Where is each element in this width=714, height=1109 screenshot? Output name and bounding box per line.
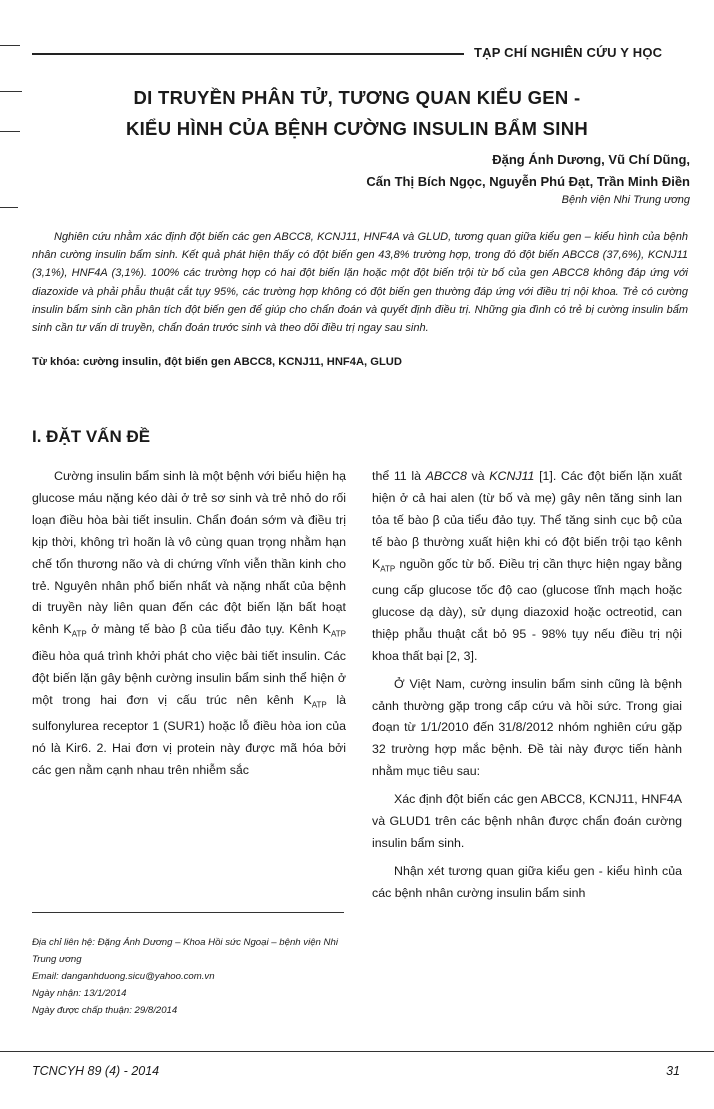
abstract: Nghiên cứu nhằm xác định đột biến các gen ABCC8, KCNJ11, HNF4A và GLUD, tương quan giữa kiểu gen – kiểu hình của bệnh nhân cường insulin bẩm sinh. Kết quả phát hiện thấy có đột biến gen 43,8% trường hợp, trong đó đột biến ABCC8 (37,6%), KCNJ11 (3,1%), HNF4A (3,1%). 100% các trường hợp có hai đột biến lặn hoặc một đột biến trội từ bố của gen ABCC8 không đáp ứng với diazoxide và phải phẫu thuật cắt tụy 95%, các trường hợp không có đột biến gen thường đáp ứng với điều trị nội khoa. Trẻ có cường insulin bẩm sinh cần phân tích đột biến gen để giúp cho chẩn đoán và quyết định điều trị. Những gia đình có trẻ bị cường insulin bẩm sinh cần tư vấn di truyền, chẩn đoán trước sinh và theo dõi điều trị ngay sau sinh.	[32, 231, 688, 335]
column-left	[32, 466, 346, 782]
header-rule	[32, 53, 464, 55]
authors-line-1: Đặng Ánh Dương, Vũ Chí Dũng,	[492, 152, 690, 167]
margin-mark	[0, 207, 18, 208]
text-run: nguồn gốc từ bố. Điều trị cần thực hiện ngay bằng cung cấp glucose tốc độ cao (glucose tĩnh mạch hoặc glucose dạ dày), sử dụng diazoxid hoặc octreotid, can thiệp phẫu thuật cắt bỏ 95 - 98% tụy nếu điều trị nội khoa thất bại [2, 3].	[372, 556, 682, 663]
footnote-rule	[32, 912, 344, 913]
margin-mark	[0, 131, 20, 132]
section-heading: I. ĐẶT VẤN ĐỀ	[32, 427, 151, 446]
margin-mark	[0, 91, 22, 92]
gene-name: ABCC8	[425, 469, 467, 483]
text-run: Cường insulin bẩm sinh là một bệnh với biểu hiện hạ glucose máu nặng kéo dài ở trẻ sơ sinh và trẻ nhỏ do rối loạn điều hòa bài tiết insulin. Chẩn đoán sớm và điều trị kịp thời, không trì hoãn là vô cùng quan trọng nhằm hạn chế tổn thương não và di chứng vĩnh viễn thần kinh cho trẻ. Nguyên nhân phổ biến nhất và nặng nhất của bệnh di truyền này liên quan đến các đột biến lặn bất hoạt kênh K	[32, 469, 346, 637]
paragraph: Ở Việt Nam, cường insulin bẩm sinh cũng là bệnh cảnh thường gặp trong cấp cứu và hồi sức. Trong giai đoạn từ 1/1/2010 đến 31/8/2012 nhóm nghiên cứu gặp 32 trường hợp mắc bệnh. Đề tài này được tiến hành nhằm mục tiêu sau:	[372, 676, 682, 779]
authors-line-2: Cấn Thị Bích Ngọc, Nguyễn Phú Đạt, Trần Minh Điền	[366, 174, 690, 189]
text-run: và	[466, 469, 490, 483]
margin-mark	[0, 45, 20, 46]
text-run: [1]. Các đột biến lặn xuất hiện ở cả hai alen (từ bố và mẹ) gây nên tăng sinh lan tỏa tế bào β của tiểu đảo tụy. Thể tăng sinh cục bộ của tế bào β thường xuất hiện khi có đột biến trội tạo kênh K	[372, 469, 682, 571]
footnote	[32, 934, 352, 1019]
paragraph: Xác định đột biến các gen ABCC8, KCNJ11, HNF4A và GLUD1 trên các bệnh nhân được chẩn đoán cường insulin bẩm sinh.	[372, 792, 682, 850]
text-run: điều hòa quá trình khởi phát cho việc bài tiết insulin. Các đột biến lặn gây bệnh cường insulin bẩm sinh thể hiện ở một trong hai đơn vị cấu trúc nên kênh K	[32, 648, 346, 707]
text-run: thể 11 là	[372, 469, 426, 483]
subscript: ATP	[380, 564, 396, 574]
paragraph	[372, 466, 682, 668]
gene-name: KCNJ11	[489, 469, 535, 483]
title-line-1: DI TRUYỀN PHÂN TỬ, TƯƠNG QUAN KIỂU GEN -	[133, 87, 581, 108]
footnote-accepted: Ngày được chấp thuận: 29/8/2014	[32, 1005, 178, 1016]
footer-journal-issue: TCNCYH 89 (4) - 2014	[32, 1064, 160, 1078]
footnote-email: Email: danganhduong.sicu@yahoo.com.vn	[32, 971, 215, 982]
subscript: ATP	[331, 629, 346, 639]
affiliation: Bệnh viện Nhi Trung ương	[561, 194, 690, 206]
subscript: ATP	[311, 700, 327, 709]
journal-name: TẠP CHÍ NGHIÊN CỨU Y HỌC	[474, 45, 663, 60]
footer-rule	[0, 1051, 714, 1052]
text-run: là sulfonylurea receptor 1 (SUR1) hoặc lỗ điều hòa ion của nó là Kir6. 2. Hai đơn vị protein này được mã hóa bởi các gen nằm cạnh nhau trên nhiễm sắc	[32, 692, 346, 777]
paragraph: Nhận xét tương quan giữa kiểu gen - kiểu hình của các bệnh nhân cường insulin bẩm sinh	[372, 863, 682, 900]
page-number: 31	[666, 1064, 680, 1078]
column-right	[372, 466, 682, 905]
subscript: ATP	[71, 629, 87, 639]
footnote-address: Địa chỉ liên hệ: Đặng Ánh Dương – Khoa Hồi sức Ngoại – bệnh viện Nhi Trung ương	[32, 937, 338, 965]
footnote-received: Ngày nhận: 13/1/2014	[32, 988, 127, 999]
keywords: Từ khóa: cường insulin, đột biến gen ABCC8, KCNJ11, HNF4A, GLUD	[32, 356, 402, 368]
paragraph	[32, 466, 346, 782]
title-line-2: KIỂU HÌNH CỦA BỆNH CƯỜNG INSULIN BẨM SINH	[125, 118, 589, 139]
text-run: ở màng tế bào β của tiểu đảo tụy. Kênh K	[86, 622, 332, 637]
